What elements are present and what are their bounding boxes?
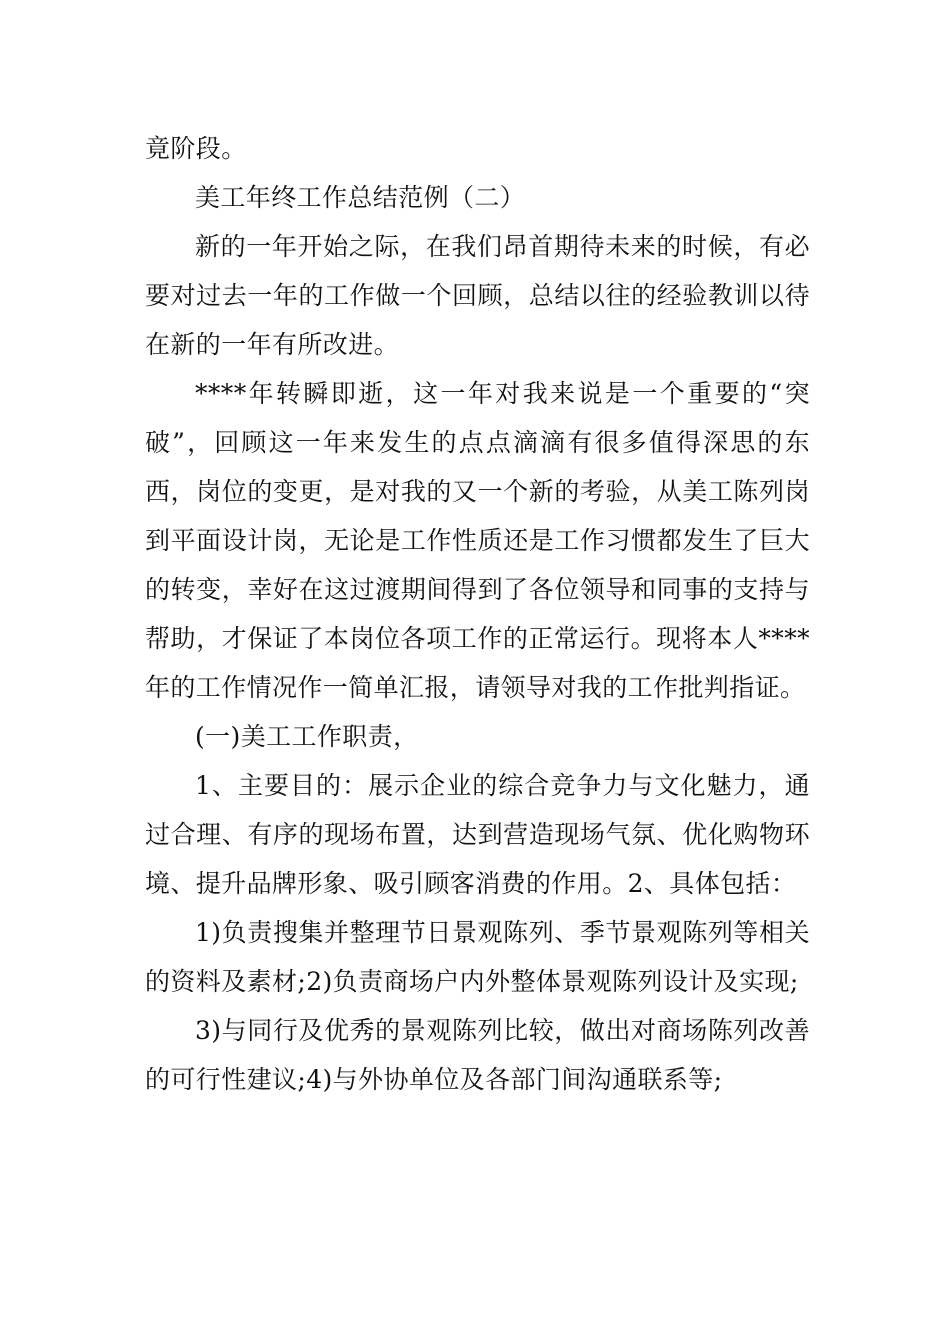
paragraph-1: 竟阶段。 (145, 134, 247, 163)
document-body (145, 124, 810, 1104)
subsection-heading: (一)美工工作职责， (195, 722, 419, 751)
paragraph-4: ****年转瞬即逝，这一年对我来说是一个重要的“突破”，回顾这一年来发生的点点滴滴有很多值得深思的东西，岗位的变更，是对我的又一个新的考验，从美工陈列岗到平面设计岗，无论是工作性质还是工作习惯都发生了巨大的转变，幸好在这过渡期间得到了各位领导和同事的支持与帮助，才保证了本岗位各项工作的正常运行。现将本人****年的工作情况作一简单汇报，请领导对我的工作批判指证。 (145, 379, 810, 702)
paragraph-7: 1)负责搜集并整理节日景观陈列、季节景观陈列等相关的资料及素材;2)负责商场户内外整体景观陈列设计及实现; (145, 918, 810, 996)
paragraph-8: 3)与同行及优秀的景观陈列比较，做出对商场陈列改善的可行性建议;4)与外协单位及各部门间沟通联系等; (145, 1016, 810, 1094)
paragraph-6: 1、主要目的：展示企业的综合竞争力与文化魅力，通过合理、有序的现场布置，达到营造现场气氛、优化购物环境、提升品牌形象、吸引顾客消费的作用。2、具体包括： (145, 771, 810, 898)
section-heading: 美工年终工作总结范例（二） (195, 183, 526, 212)
paragraph-3: 新的一年开始之际，在我们昂首期待未来的时候，有必要对过去一年的工作做一个回顾，总结以往的经验教训以待在新的一年有所改进。 (145, 232, 810, 359)
